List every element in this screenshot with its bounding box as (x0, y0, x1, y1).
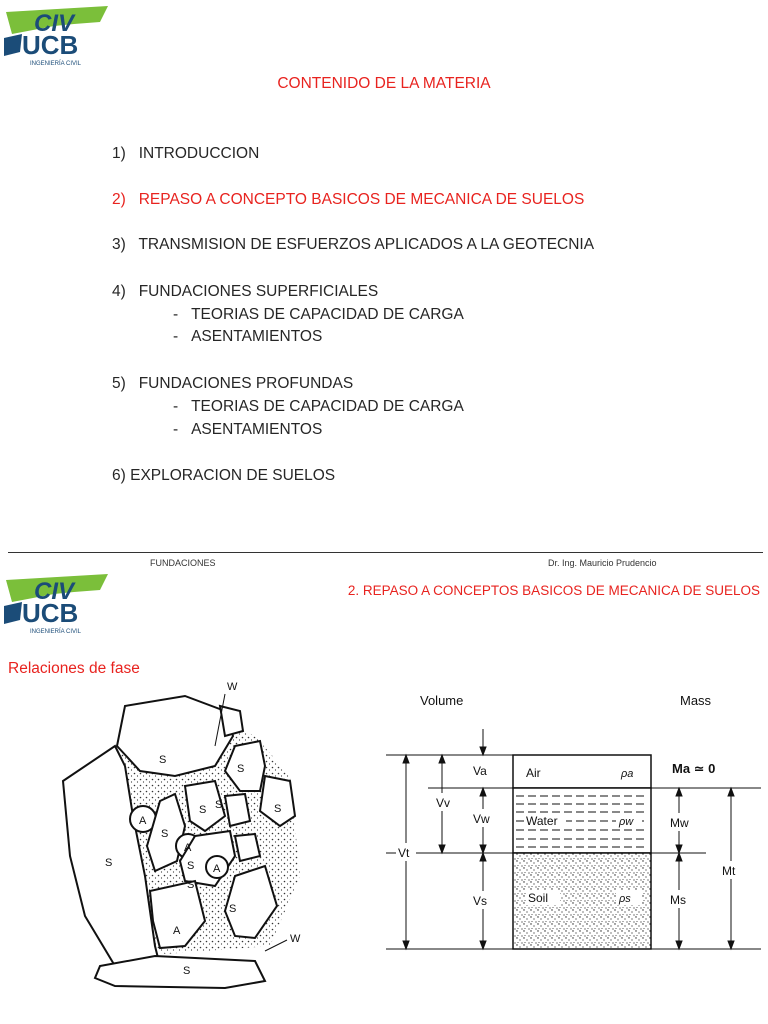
list-item-1 (112, 145, 259, 163)
air-label: Air (526, 766, 541, 780)
sub-item: - TEORIAS DE CAPACIDAD DE CARGA (173, 306, 464, 323)
phase-diagram (376, 685, 761, 965)
logo-top-text: CIV (34, 10, 75, 37)
air-label: A (173, 925, 181, 937)
volume-header: Volume (420, 693, 464, 708)
soil-label: Soil (528, 891, 549, 905)
logo-main-text: UCB (22, 30, 79, 60)
soil-density: ρs (619, 893, 631, 905)
item-label: EXPLORACION DE SUELOS (130, 467, 336, 484)
air-label: A (184, 842, 192, 854)
list-item-4 (112, 283, 378, 301)
logo-main-text: UCB (22, 598, 79, 628)
list-item-3 (112, 236, 594, 254)
grain-top (117, 696, 233, 776)
water-label: W (290, 933, 301, 945)
vt-label: Vt (398, 846, 410, 860)
grain-top-small (220, 706, 243, 736)
item-number: 4) (112, 283, 126, 300)
air-density: ρa (621, 768, 634, 780)
solid-label: S (161, 828, 169, 840)
grain-small-right (235, 834, 260, 861)
logo-graphic (4, 572, 112, 636)
list-item-5 (112, 375, 353, 393)
slide-title: 2. REPASO A CONCEPTOS BASICOS DE MECANICA DE SUELOS (347, 583, 760, 598)
item-number: 3) (112, 236, 126, 253)
mt-label: Mt (722, 864, 736, 878)
vs-label: Vs (473, 894, 488, 908)
soil-grains-figure (55, 676, 325, 1016)
slide-divider (8, 552, 763, 553)
sub-item: - TEORIAS DE CAPACIDAD DE CARGA (173, 398, 464, 415)
list-item-2 (112, 191, 584, 209)
vv-label: Vv (436, 796, 451, 810)
sub-item: - ASENTAMIENTOS (173, 421, 323, 438)
section-heading: Relaciones de fase (8, 660, 140, 677)
logo-caption: INGENIERÍA CIVIL (30, 629, 82, 635)
solid-label: S (183, 965, 191, 977)
solid-label: S (199, 804, 207, 816)
item-number: 5) (112, 375, 126, 392)
item-label: FUNDACIONES SUPERFICIALES (138, 283, 379, 300)
air-label: A (139, 815, 147, 827)
water-density: ρw (619, 816, 634, 828)
item-label: REPASO A CONCEPTO BASICOS DE MECANICA DE SUELOS (138, 191, 585, 208)
vw-label: Vw (473, 812, 490, 826)
ma-label: Ma ≃ 0 (672, 761, 716, 776)
va-label: Va (473, 764, 487, 778)
item-label: INTRODUCCION (138, 145, 260, 162)
list-item-6 (112, 467, 335, 485)
mw-label: Mw (670, 816, 689, 830)
item-number: 6) (112, 467, 126, 484)
solid-label: S (187, 860, 195, 872)
solid-label: S (229, 903, 237, 915)
item-label: TRANSMISION DE ESFUERZOS APLICADOS A LA GEOTECNIA (138, 236, 595, 253)
sub-item: - ASENTAMIENTOS (173, 328, 323, 345)
item-label: FUNDACIONES PROFUNDAS (138, 375, 354, 392)
slide-title: CONTENIDO DE LA MATERIA (277, 75, 491, 92)
solid-label: S (215, 799, 223, 811)
mass-header: Mass (680, 693, 712, 708)
water-label: W (227, 681, 238, 693)
solid-label: S (187, 879, 195, 891)
item-number: 2) (112, 191, 126, 208)
ms-label: Ms (670, 893, 686, 907)
sub-item-label: TEORIAS DE CAPACIDAD DE CARGA (191, 398, 464, 415)
footer-left: FUNDACIONES (150, 558, 216, 568)
grain-small (225, 794, 250, 826)
footer-right: Dr. Ing. Mauricio Prudencio (548, 558, 657, 568)
logo-top-text: CIV (34, 578, 75, 605)
water-label: Water (526, 814, 558, 828)
ucb-civ-logo (4, 4, 112, 68)
ucb-civ-logo (4, 572, 112, 636)
logo-caption: INGENIERÍA CIVIL (30, 61, 82, 67)
sub-item-label: ASENTAMIENTOS (191, 421, 323, 438)
air-label: A (213, 863, 221, 875)
solid-label: S (159, 754, 167, 766)
sub-item-label: TEORIAS DE CAPACIDAD DE CARGA (191, 306, 464, 323)
volume-labels (396, 760, 496, 909)
item-number: 1) (112, 145, 126, 162)
sub-item-label: ASENTAMIENTOS (191, 328, 323, 345)
solid-label: S (105, 857, 113, 869)
logo-graphic (4, 4, 112, 68)
solid-label: S (237, 763, 245, 775)
mass-labels (668, 761, 746, 908)
solid-label: S (274, 803, 282, 815)
